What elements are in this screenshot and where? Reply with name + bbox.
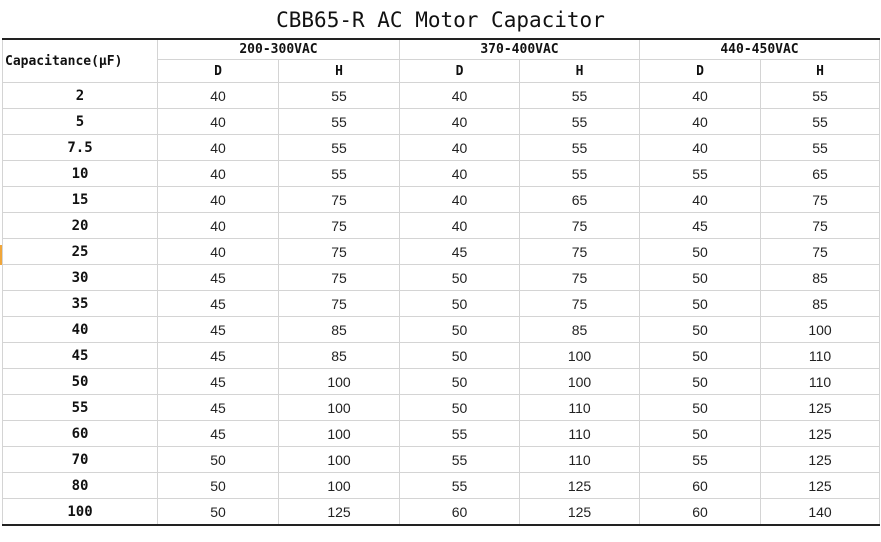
height-cell: 85 bbox=[520, 317, 640, 343]
capacitance-cell: 100 bbox=[3, 499, 158, 526]
diameter-cell: 50 bbox=[400, 265, 520, 291]
height-cell: 75 bbox=[520, 239, 640, 265]
height-cell: 125 bbox=[761, 421, 880, 447]
diameter-cell: 45 bbox=[158, 343, 279, 369]
height-cell: 75 bbox=[761, 187, 880, 213]
height-cell: 100 bbox=[520, 343, 640, 369]
height-cell: 55 bbox=[520, 83, 640, 109]
table-row bbox=[3, 135, 880, 161]
voltage-group-header: 440-450VAC bbox=[640, 39, 880, 60]
page-title: CBB65-R AC Motor Capacitor bbox=[276, 8, 605, 32]
diameter-cell: 50 bbox=[158, 499, 279, 526]
diameter-cell: 40 bbox=[158, 239, 279, 265]
capacitance-cell: 30 bbox=[3, 265, 158, 291]
height-cell: 55 bbox=[761, 109, 880, 135]
diameter-cell: 40 bbox=[400, 213, 520, 239]
diameter-cell: 50 bbox=[158, 447, 279, 473]
capacitance-cell: 40 bbox=[3, 317, 158, 343]
height-cell: 65 bbox=[761, 161, 880, 187]
height-cell: 110 bbox=[520, 395, 640, 421]
table-body bbox=[3, 83, 880, 526]
diameter-cell: 50 bbox=[640, 265, 761, 291]
diameter-cell: 50 bbox=[640, 369, 761, 395]
diameter-cell: 50 bbox=[640, 395, 761, 421]
diameter-cell: 50 bbox=[400, 317, 520, 343]
height-cell: 75 bbox=[279, 265, 400, 291]
capacitance-cell: 25 bbox=[3, 239, 158, 265]
table-row bbox=[3, 291, 880, 317]
height-cell: 100 bbox=[279, 421, 400, 447]
diameter-cell: 40 bbox=[158, 187, 279, 213]
height-cell: 100 bbox=[279, 395, 400, 421]
capacitance-cell: 35 bbox=[3, 291, 158, 317]
diameter-cell: 60 bbox=[640, 499, 761, 526]
capacitance-cell: 60 bbox=[3, 421, 158, 447]
capacitance-cell: 5 bbox=[3, 109, 158, 135]
height-cell: 140 bbox=[761, 499, 880, 526]
table-row bbox=[3, 187, 880, 213]
diameter-cell: 40 bbox=[640, 135, 761, 161]
height-cell: 75 bbox=[761, 239, 880, 265]
diameter-cell: 55 bbox=[400, 473, 520, 499]
capacitance-cell: 20 bbox=[3, 213, 158, 239]
height-header: H bbox=[279, 60, 400, 83]
voltage-group-header: 370-400VAC bbox=[400, 39, 640, 60]
table-row bbox=[3, 395, 880, 421]
diameter-cell: 50 bbox=[640, 343, 761, 369]
diameter-cell: 45 bbox=[158, 291, 279, 317]
diameter-cell: 40 bbox=[400, 83, 520, 109]
diameter-cell: 60 bbox=[400, 499, 520, 526]
diameter-cell: 45 bbox=[640, 213, 761, 239]
height-cell: 100 bbox=[761, 317, 880, 343]
height-cell: 125 bbox=[761, 395, 880, 421]
height-cell: 55 bbox=[279, 135, 400, 161]
diameter-cell: 40 bbox=[640, 187, 761, 213]
diameter-cell: 50 bbox=[158, 473, 279, 499]
diameter-cell: 55 bbox=[400, 447, 520, 473]
table-row bbox=[3, 317, 880, 343]
diameter-cell: 55 bbox=[400, 421, 520, 447]
diameter-cell: 45 bbox=[158, 317, 279, 343]
diameter-cell: 50 bbox=[640, 291, 761, 317]
height-cell: 55 bbox=[520, 161, 640, 187]
height-cell: 75 bbox=[520, 213, 640, 239]
diameter-cell: 60 bbox=[640, 473, 761, 499]
diameter-cell: 40 bbox=[640, 83, 761, 109]
table-row bbox=[3, 421, 880, 447]
height-cell: 75 bbox=[279, 187, 400, 213]
table-row bbox=[3, 83, 880, 109]
height-cell: 125 bbox=[279, 499, 400, 526]
diameter-header: D bbox=[400, 60, 520, 83]
capacitor-dimension-table bbox=[2, 38, 880, 526]
height-cell: 75 bbox=[761, 213, 880, 239]
diameter-cell: 50 bbox=[400, 369, 520, 395]
table-row bbox=[3, 343, 880, 369]
capacitance-cell: 50 bbox=[3, 369, 158, 395]
capacitance-cell: 10 bbox=[3, 161, 158, 187]
height-cell: 75 bbox=[279, 239, 400, 265]
height-cell: 110 bbox=[520, 421, 640, 447]
diameter-cell: 40 bbox=[158, 135, 279, 161]
diameter-cell: 50 bbox=[400, 395, 520, 421]
height-header: H bbox=[520, 60, 640, 83]
height-cell: 125 bbox=[761, 447, 880, 473]
diameter-cell: 50 bbox=[400, 343, 520, 369]
capacitance-cell: 15 bbox=[3, 187, 158, 213]
height-cell: 75 bbox=[520, 291, 640, 317]
height-cell: 125 bbox=[520, 499, 640, 526]
table-row bbox=[3, 499, 880, 526]
table-row bbox=[3, 473, 880, 499]
diameter-cell: 40 bbox=[400, 135, 520, 161]
diameter-cell: 45 bbox=[158, 369, 279, 395]
diameter-cell: 50 bbox=[640, 239, 761, 265]
capacitance-cell: 7.5 bbox=[3, 135, 158, 161]
height-cell: 110 bbox=[520, 447, 640, 473]
height-cell: 85 bbox=[761, 291, 880, 317]
diameter-cell: 45 bbox=[158, 265, 279, 291]
height-cell: 75 bbox=[520, 265, 640, 291]
table-row bbox=[3, 109, 880, 135]
capacitance-cell: 55 bbox=[3, 395, 158, 421]
diameter-cell: 40 bbox=[400, 109, 520, 135]
diameter-cell: 45 bbox=[400, 239, 520, 265]
height-cell: 85 bbox=[279, 317, 400, 343]
height-cell: 125 bbox=[520, 473, 640, 499]
capacitance-cell: 70 bbox=[3, 447, 158, 473]
diameter-cell: 50 bbox=[640, 421, 761, 447]
diameter-cell: 40 bbox=[400, 187, 520, 213]
table-row bbox=[3, 369, 880, 395]
height-cell: 100 bbox=[279, 447, 400, 473]
height-cell: 65 bbox=[520, 187, 640, 213]
diameter-cell: 40 bbox=[400, 161, 520, 187]
diameter-cell: 45 bbox=[158, 421, 279, 447]
diameter-cell: 45 bbox=[158, 395, 279, 421]
diameter-cell: 50 bbox=[400, 291, 520, 317]
height-cell: 100 bbox=[279, 473, 400, 499]
diameter-cell: 50 bbox=[640, 317, 761, 343]
height-cell: 100 bbox=[520, 369, 640, 395]
height-cell: 110 bbox=[761, 369, 880, 395]
diameter-cell: 40 bbox=[158, 161, 279, 187]
capacitance-header: Capacitance(μF) bbox=[3, 39, 158, 83]
voltage-group-header: 200-300VAC bbox=[158, 39, 400, 60]
capacitance-cell: 80 bbox=[3, 473, 158, 499]
diameter-cell: 40 bbox=[158, 109, 279, 135]
height-cell: 100 bbox=[279, 369, 400, 395]
height-cell: 85 bbox=[761, 265, 880, 291]
diameter-cell: 40 bbox=[640, 109, 761, 135]
height-cell: 75 bbox=[279, 291, 400, 317]
diameter-cell: 40 bbox=[158, 83, 279, 109]
table-row bbox=[3, 161, 880, 187]
height-cell: 55 bbox=[279, 109, 400, 135]
height-cell: 55 bbox=[761, 83, 880, 109]
height-cell: 55 bbox=[520, 109, 640, 135]
diameter-header: D bbox=[640, 60, 761, 83]
height-cell: 75 bbox=[279, 213, 400, 239]
table-row bbox=[3, 265, 880, 291]
capacitance-cell: 45 bbox=[3, 343, 158, 369]
height-cell: 55 bbox=[279, 161, 400, 187]
table-row bbox=[3, 447, 880, 473]
height-cell: 125 bbox=[761, 473, 880, 499]
table-row bbox=[3, 213, 880, 239]
diameter-cell: 55 bbox=[640, 447, 761, 473]
height-cell: 85 bbox=[279, 343, 400, 369]
height-cell: 55 bbox=[520, 135, 640, 161]
height-header: H bbox=[761, 60, 880, 83]
height-cell: 55 bbox=[761, 135, 880, 161]
capacitance-cell: 2 bbox=[3, 83, 158, 109]
diameter-cell: 55 bbox=[640, 161, 761, 187]
table-row bbox=[3, 239, 880, 265]
diameter-header: D bbox=[158, 60, 279, 83]
diameter-cell: 40 bbox=[158, 213, 279, 239]
height-cell: 110 bbox=[761, 343, 880, 369]
height-cell: 55 bbox=[279, 83, 400, 109]
